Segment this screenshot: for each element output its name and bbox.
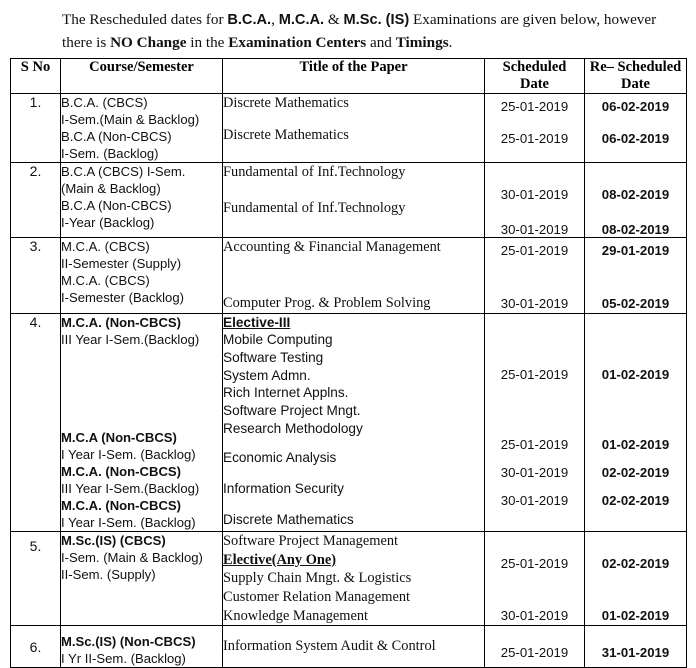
table-row bbox=[11, 94, 687, 163]
title-spacer bbox=[223, 498, 484, 511]
rescheduled-date: 01-02-2019 bbox=[601, 366, 670, 382]
scheduled-date: 30-01-2019 bbox=[500, 187, 569, 203]
col-header-title: Title of the Paper bbox=[223, 59, 485, 94]
rescheduled-date: 06-02-2019 bbox=[601, 131, 670, 147]
row-title-cell bbox=[223, 94, 485, 163]
date-spacer bbox=[485, 452, 584, 465]
row-title-cell bbox=[223, 163, 485, 238]
course-line: I-Semester (Backlog) bbox=[61, 290, 184, 306]
col-header-scheduled-line1: Scheduled bbox=[502, 59, 567, 75]
scheduled-date: 25-01-2019 bbox=[500, 645, 569, 661]
title-spacer bbox=[223, 182, 484, 199]
elective-heading: Elective-III bbox=[223, 314, 291, 330]
date-spacer bbox=[485, 114, 584, 131]
intro-bold-exam-centers: Examination Centers bbox=[228, 34, 367, 52]
paper-title: Economic Analysis bbox=[223, 450, 337, 466]
row-scheduled-date-cell bbox=[485, 313, 585, 531]
table-header-row bbox=[11, 59, 687, 94]
row-serial-number: 4. bbox=[11, 313, 61, 531]
course-line: II-Semester (Supply) bbox=[61, 256, 182, 272]
rescheduled-date: 02-02-2019 bbox=[601, 464, 670, 480]
elective-item: Research Methodology bbox=[223, 420, 363, 436]
course-line: I-Sem. (Main & Backlog) bbox=[61, 549, 203, 565]
row-rescheduled-date-cell bbox=[585, 313, 687, 531]
elective-heading: Elective(Any One) bbox=[223, 551, 337, 568]
row-course-cell bbox=[61, 626, 223, 668]
row-scheduled-date-cell bbox=[485, 238, 585, 313]
table-row bbox=[11, 626, 687, 668]
row-serial-number: 6. bbox=[11, 626, 61, 668]
scheduled-date: 30-01-2019 bbox=[500, 464, 569, 480]
row-serial-number: 3. bbox=[11, 238, 61, 313]
rescheduled-date: 29-01-2019 bbox=[601, 243, 670, 259]
row-rescheduled-date-cell bbox=[585, 626, 687, 668]
course-line: M.Sc.(IS) (Non-CBCS) bbox=[61, 634, 196, 650]
date-spacer bbox=[585, 202, 686, 222]
title-spacer bbox=[223, 113, 484, 126]
course-line: B.C.A (CBCS) I-Sem. bbox=[61, 164, 186, 180]
intro-bold-bca: B.C.A. bbox=[227, 12, 272, 28]
course-line: III Year I-Sem.(Backlog) bbox=[61, 331, 200, 347]
scheduled-date: 25-01-2019 bbox=[500, 99, 569, 115]
row-course-cell bbox=[61, 238, 223, 313]
intro-text-1: The Rescheduled dates for bbox=[62, 11, 228, 28]
course-line: I Yr II-Sem. (Backlog) bbox=[61, 651, 186, 667]
row-course-cell bbox=[61, 313, 223, 531]
row-course-cell bbox=[61, 531, 223, 626]
date-spacer bbox=[585, 571, 686, 608]
intro-bold-no-change: NO Change bbox=[110, 34, 187, 52]
scheduled-date: 25-01-2019 bbox=[500, 555, 569, 571]
intro-text-3: & bbox=[324, 11, 344, 28]
intro-bold-timings: Timings bbox=[395, 34, 449, 52]
date-spacer bbox=[485, 382, 584, 437]
row-scheduled-date-cell bbox=[485, 531, 585, 626]
elective-item: Supply Chain Mngt. & Logistics bbox=[223, 570, 412, 587]
course-line: B.C.A (Non-CBCS) bbox=[61, 198, 172, 214]
rescheduled-date: 01-02-2019 bbox=[601, 436, 670, 452]
row-serial-number: 1. bbox=[11, 94, 61, 163]
rescheduled-date: 02-02-2019 bbox=[601, 555, 670, 571]
date-spacer bbox=[585, 258, 686, 296]
elective-item: Customer Relation Management bbox=[223, 589, 411, 605]
row-scheduled-date-cell bbox=[485, 163, 585, 238]
date-spacer bbox=[485, 202, 584, 222]
paper-title: Information System Audit & Control bbox=[223, 638, 436, 655]
row-title-cell bbox=[223, 626, 485, 668]
scheduled-date: 30-01-2019 bbox=[500, 607, 569, 623]
intro-text-4: Examinations are given below, however bbox=[409, 11, 657, 28]
row-scheduled-date-cell bbox=[485, 626, 585, 668]
course-line: II-Sem. (Supply) bbox=[61, 566, 156, 582]
scheduled-date: 25-01-2019 bbox=[500, 436, 569, 452]
elective-item: Rich Internet Applns. bbox=[223, 385, 349, 401]
row-serial-number: 2. bbox=[11, 163, 61, 238]
paper-title: Discrete Mathematics bbox=[223, 126, 349, 143]
rescheduled-date: 08-02-2019 bbox=[601, 222, 670, 238]
intro-text-5: there is bbox=[62, 34, 111, 52]
row-title-cell bbox=[223, 531, 485, 626]
table-row bbox=[11, 238, 687, 313]
scheduled-date: 25-01-2019 bbox=[500, 131, 569, 147]
rescheduled-date: 05-02-2019 bbox=[601, 296, 670, 312]
row-title-cell bbox=[223, 313, 485, 531]
course-line: (Main & Backlog) bbox=[61, 181, 161, 197]
course-line: M.Sc.(IS) (CBCS) bbox=[61, 532, 166, 548]
date-spacer bbox=[585, 452, 686, 465]
course-line: M.C.A (Non-CBCS) bbox=[61, 429, 177, 445]
row-rescheduled-date-cell bbox=[585, 238, 687, 313]
date-spacer bbox=[585, 114, 686, 131]
elective-item: Mobile Computing bbox=[223, 332, 333, 348]
table-row bbox=[11, 313, 687, 531]
rescheduled-date: 06-02-2019 bbox=[601, 99, 670, 115]
course-line: I-Sem. (Backlog) bbox=[61, 146, 159, 162]
rescheduled-date: 01-02-2019 bbox=[601, 607, 670, 623]
row-title-cell bbox=[223, 238, 485, 313]
table-row bbox=[11, 531, 687, 626]
date-spacer bbox=[485, 571, 584, 608]
row-rescheduled-date-cell bbox=[585, 94, 687, 163]
title-spacer bbox=[223, 437, 484, 449]
course-line: I Year I-Sem. (Backlog) bbox=[61, 446, 196, 462]
course-line: III Year I-Sem.(Backlog) bbox=[61, 480, 200, 496]
rescheduled-date: 31-01-2019 bbox=[601, 645, 670, 661]
col-header-course: Course/Semester bbox=[61, 59, 223, 94]
course-line: I Year I-Sem. (Backlog) bbox=[61, 514, 196, 530]
scheduled-date: 30-01-2019 bbox=[500, 222, 569, 238]
row-course-cell bbox=[61, 94, 223, 163]
scheduled-date: 25-01-2019 bbox=[500, 243, 569, 259]
table-header bbox=[11, 59, 687, 94]
elective-item: Knowledge Management bbox=[223, 607, 369, 624]
table-body bbox=[11, 94, 687, 668]
row-rescheduled-date-cell bbox=[585, 531, 687, 626]
elective-item: Software Project Mngt. bbox=[223, 403, 361, 419]
paper-title: Fundamental of Inf.Technology bbox=[223, 200, 406, 216]
schedule-table-wrapper bbox=[10, 58, 686, 668]
row-course-cell bbox=[61, 163, 223, 238]
row-serial-number: 5. bbox=[11, 531, 61, 626]
course-line: I-Sem.(Main & Backlog) bbox=[61, 112, 200, 128]
intro-paragraph bbox=[0, 0, 696, 54]
course-line: M.C.A. (Non-CBCS) bbox=[61, 314, 182, 330]
intro-text-8: . bbox=[448, 34, 453, 52]
date-spacer bbox=[585, 382, 686, 437]
date-spacer bbox=[485, 258, 584, 296]
scheduled-date: 30-01-2019 bbox=[500, 492, 569, 508]
scheduled-date: 30-01-2019 bbox=[500, 296, 569, 312]
intro-bold-msc: M.Sc. (IS) bbox=[343, 12, 410, 28]
paper-title: Discrete Mathematics bbox=[223, 95, 349, 112]
paper-title: Computer Prog. & Problem Solving bbox=[223, 295, 431, 311]
course-line: M.C.A. (Non-CBCS) bbox=[61, 463, 182, 479]
course-line: M.C.A. (Non-CBCS) bbox=[61, 497, 182, 513]
rescheduled-date: 02-02-2019 bbox=[601, 492, 670, 508]
col-header-rescheduled-line2: Date bbox=[621, 76, 650, 93]
rescheduled-date: 08-02-2019 bbox=[601, 187, 670, 203]
row-scheduled-date-cell bbox=[485, 94, 585, 163]
scheduled-date: 25-01-2019 bbox=[500, 366, 569, 382]
intro-text-7: and bbox=[366, 34, 396, 52]
course-line: B.C.A (Non-CBCS) bbox=[61, 129, 172, 145]
col-header-rescheduled-date bbox=[585, 59, 687, 94]
paper-title: Information Security bbox=[223, 481, 344, 497]
paper-title: Software Project Management bbox=[223, 532, 399, 549]
row-rescheduled-date-cell bbox=[585, 163, 687, 238]
course-line: M.C.A. (CBCS) bbox=[61, 239, 150, 255]
course-spacer bbox=[61, 348, 222, 429]
date-spacer bbox=[485, 480, 584, 493]
date-spacer bbox=[585, 480, 686, 493]
paper-title: Accounting & Financial Management bbox=[223, 239, 441, 256]
intro-bold-mca: M.C.A. bbox=[278, 12, 325, 28]
col-header-sno: S No bbox=[11, 59, 61, 94]
elective-item: Software Testing bbox=[223, 350, 324, 366]
table-row bbox=[11, 163, 687, 238]
intro-text-6: in the bbox=[186, 34, 229, 52]
exam-schedule-table bbox=[10, 58, 687, 668]
title-spacer bbox=[223, 257, 484, 294]
course-line: B.C.A. (CBCS) bbox=[61, 95, 148, 111]
title-spacer bbox=[223, 467, 484, 480]
intro-text-2: , bbox=[271, 11, 279, 28]
course-line: I-Year (Backlog) bbox=[61, 215, 155, 231]
col-header-scheduled-date bbox=[485, 59, 585, 94]
paper-title: Discrete Mathematics bbox=[223, 511, 354, 527]
col-header-scheduled-line2: Date bbox=[520, 76, 549, 93]
elective-item: System Admn. bbox=[223, 367, 311, 383]
col-header-rescheduled-line1: Re– Scheduled bbox=[589, 59, 682, 75]
course-line: M.C.A. (CBCS) bbox=[61, 273, 150, 289]
paper-title: Fundamental of Inf.Technology bbox=[223, 164, 406, 181]
